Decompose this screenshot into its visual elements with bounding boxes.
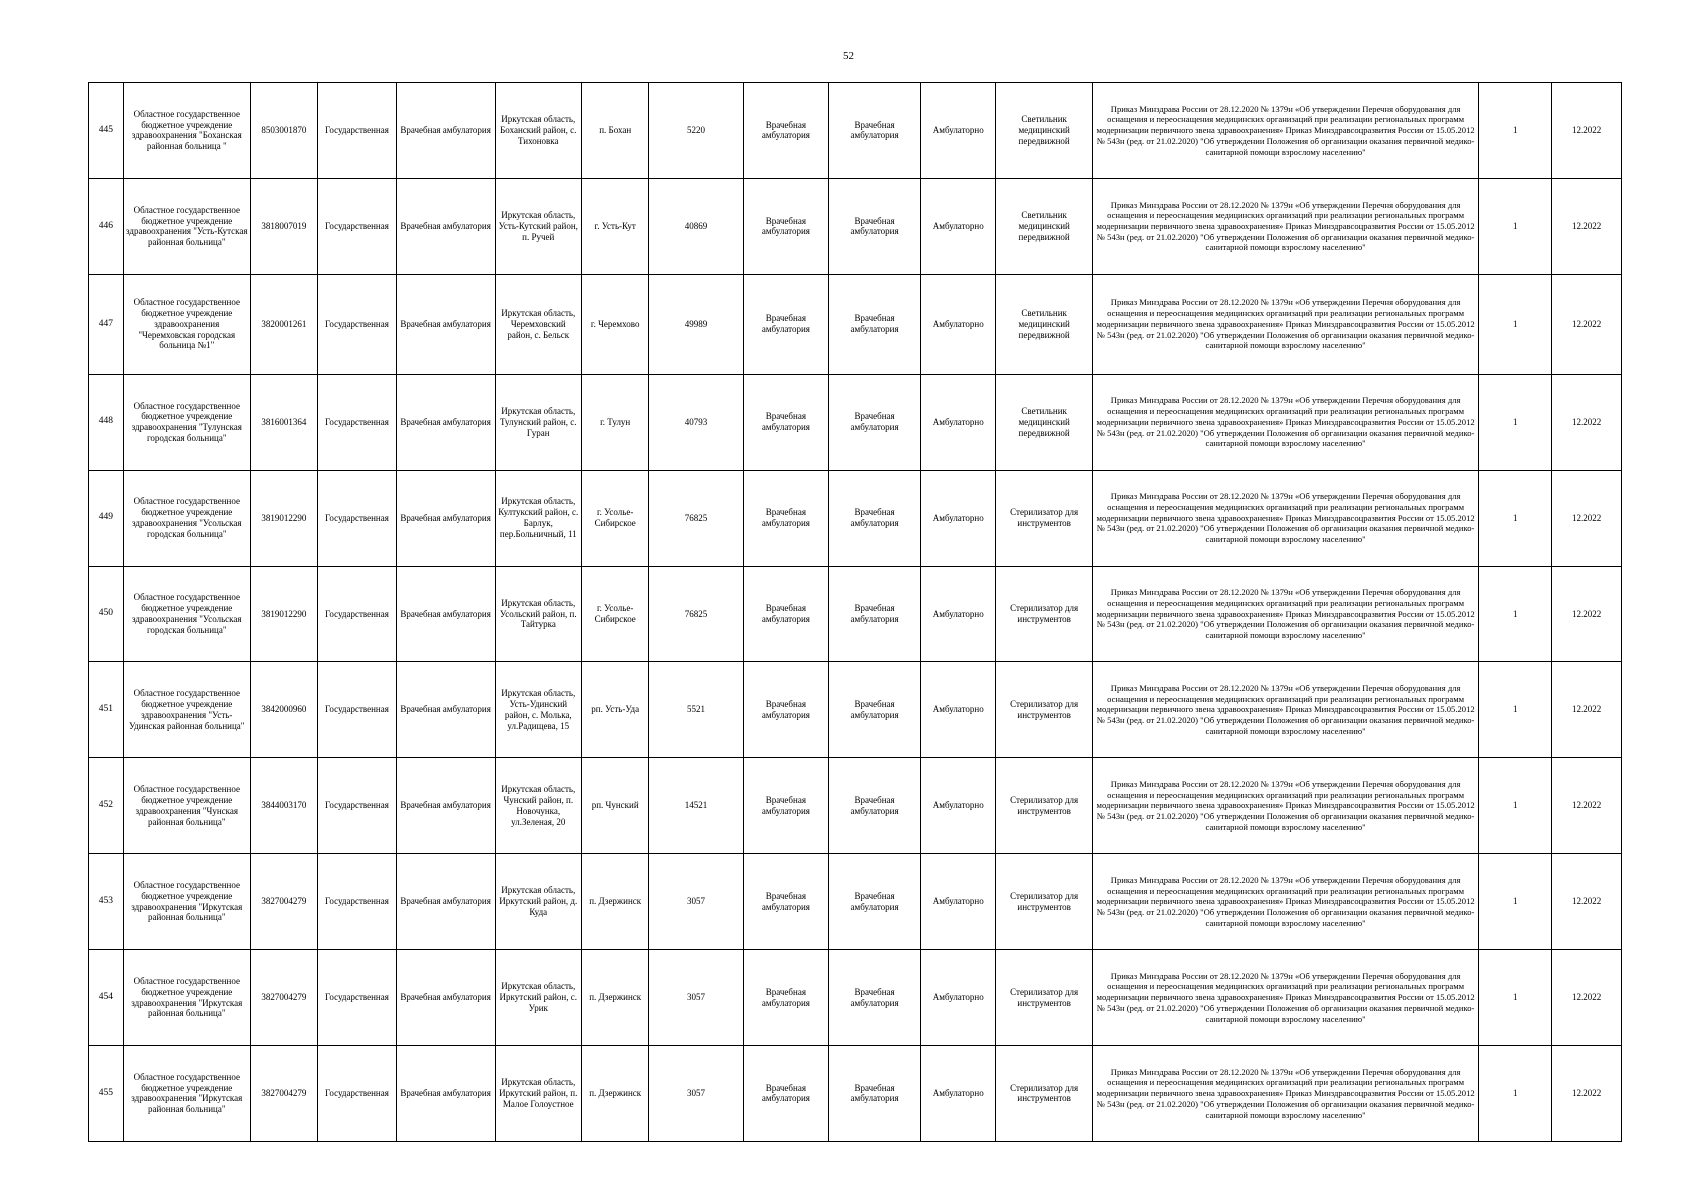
address-cell: Иркутская область, Иркутский район, д. Куда (495, 854, 581, 950)
delivery-date-cell: 12.2022 (1552, 854, 1622, 950)
settlement-cell: г. Усолье-Сибирское (582, 470, 649, 566)
structural-unit-cell: Врачебная амбулатория (743, 854, 828, 950)
address-cell: Иркутская область, Иркутский район, п. Малое Голоустное (495, 1045, 581, 1141)
delivery-date-cell: 12.2022 (1552, 662, 1622, 758)
care-condition-cell: Амбулаторно (921, 83, 996, 179)
table-row (89, 374, 1622, 470)
organization-name-cell: Областное государственное бюджетное учреждение здравоохранения "Усть-Удинская районная больница" (123, 662, 250, 758)
table-row (89, 854, 1622, 950)
unit-type-cell: Врачебная амбулатория (396, 83, 495, 179)
inn-cell: 3827004279 (250, 1045, 317, 1141)
inn-cell: 8503001870 (250, 83, 317, 179)
ownership-form-cell: Государственная (318, 566, 397, 662)
delivery-date-cell: 12.2022 (1552, 950, 1622, 1046)
equipment-name-cell: Стерилизатор для инструментов (996, 566, 1093, 662)
equipment-registry-table (88, 82, 1622, 1142)
structural-unit-cell: Врачебная амбулатория (743, 274, 828, 374)
address-cell: Иркутская область, Тулунский район, с. Гуран (495, 374, 581, 470)
address-cell: Иркутская область, Иркутский район, с. Урик (495, 950, 581, 1046)
population-cell: 3057 (649, 854, 743, 950)
organization-name-cell: Областное государственное бюджетное учреждение здравоохранения "Тулунская городская больница" (123, 374, 250, 470)
settlement-cell: п. Дзержинск (582, 854, 649, 950)
care-condition-cell: Амбулаторно (921, 758, 996, 854)
organization-name-cell: Областное государственное бюджетное учреждение здравоохранения "Иркутская районная больница" (123, 950, 250, 1046)
inn-cell: 3842000960 (250, 662, 317, 758)
equipment-name-cell: Стерилизатор для инструментов (996, 662, 1093, 758)
settlement-cell: г. Черемхово (582, 274, 649, 374)
population-cell: 3057 (649, 1045, 743, 1141)
settlement-cell: п. Дзержинск (582, 1045, 649, 1141)
settlement-cell: г. Усть-Кут (582, 178, 649, 274)
quantity-cell: 1 (1479, 854, 1552, 950)
settlement-cell: п. Бохан (582, 83, 649, 179)
quantity-cell: 1 (1479, 178, 1552, 274)
unit-type-cell: Врачебная амбулатория (396, 1045, 495, 1141)
unit-type-cell: Врачебная амбулатория (396, 566, 495, 662)
organization-name-cell: Областное государственное бюджетное учреждение здравоохранения "Усольская городская больница" (123, 470, 250, 566)
organization-name-cell: Областное государственное бюджетное учреждение здравоохранения "Чунская районная больница" (123, 758, 250, 854)
address-cell: Иркутская область, Усть-Кутский район, п. Ручей (495, 178, 581, 274)
structural-unit-cell: Врачебная амбулатория (743, 374, 828, 470)
legal-basis-cell: Приказ Минздрава России от 28.12.2020 № 1379н «Об утверждении Перечня оборудования для оснащения и переоснащения медицинских организаций при реализации региональных программ модернизации первичного звена здравоохранения» Приказ Минздравсоцразвития России от 15.05.2012 № 543н (ред. от 21.02.2020) "Об утверждении Положения об организации оказания первичной медико-санитарной помощи взрослому населению" (1092, 374, 1478, 470)
care-condition-cell: Амбулаторно (921, 374, 996, 470)
unit-type-cell: Врачебная амбулатория (396, 758, 495, 854)
address-cell: Иркутская область, Култукский район, с. Барлук, пер.Больничный, 11 (495, 470, 581, 566)
delivery-date-cell: 12.2022 (1552, 566, 1622, 662)
settlement-cell: рп. Чунский (582, 758, 649, 854)
equipment-name-cell: Светильник медицинский передвижной (996, 178, 1093, 274)
unit-type-cell: Врачебная амбулатория (396, 178, 495, 274)
population-cell: 49989 (649, 274, 743, 374)
structural-subunit-cell: Врачебная амбулатория (829, 854, 921, 950)
population-cell: 14521 (649, 758, 743, 854)
structural-subunit-cell: Врачебная амбулатория (829, 274, 921, 374)
unit-type-cell: Врачебная амбулатория (396, 854, 495, 950)
population-cell: 40793 (649, 374, 743, 470)
equipment-name-cell: Стерилизатор для инструментов (996, 1045, 1093, 1141)
inn-cell: 3827004279 (250, 950, 317, 1046)
inn-cell: 3827004279 (250, 854, 317, 950)
ownership-form-cell: Государственная (318, 274, 397, 374)
delivery-date-cell: 12.2022 (1552, 1045, 1622, 1141)
row-number-cell: 450 (89, 566, 124, 662)
equipment-name-cell: Стерилизатор для инструментов (996, 854, 1093, 950)
table-row (89, 470, 1622, 566)
inn-cell: 3844003170 (250, 758, 317, 854)
page-number: 52 (843, 50, 854, 62)
legal-basis-cell: Приказ Минздрава России от 28.12.2020 № 1379н «Об утверждении Перечня оборудования для оснащения и переоснащения медицинских организаций при реализации региональных программ модернизации первичного звена здравоохранения» Приказ Минздравсоцразвития России от 15.05.2012 № 543н (ред. от 21.02.2020) "Об утверждении Положения об организации оказания первичной медико-санитарной помощи взрослому населению" (1092, 83, 1478, 179)
unit-type-cell: Врачебная амбулатория (396, 374, 495, 470)
unit-type-cell: Врачебная амбулатория (396, 470, 495, 566)
quantity-cell: 1 (1479, 83, 1552, 179)
row-number-cell: 451 (89, 662, 124, 758)
legal-basis-cell: Приказ Минздрава России от 28.12.2020 № 1379н «Об утверждении Перечня оборудования для оснащения и переоснащения медицинских организаций при реализации региональных программ модернизации первичного звена здравоохранения» Приказ Минздравсоцразвития России от 15.05.2012 № 543н (ред. от 21.02.2020) "Об утверждении Положения об организации оказания первичной медико-санитарной помощи взрослому населению" (1092, 950, 1478, 1046)
care-condition-cell: Амбулаторно (921, 1045, 996, 1141)
structural-subunit-cell: Врачебная амбулатория (829, 758, 921, 854)
structural-unit-cell: Врачебная амбулатория (743, 1045, 828, 1141)
ownership-form-cell: Государственная (318, 374, 397, 470)
row-number-cell: 447 (89, 274, 124, 374)
table-row (89, 758, 1622, 854)
equipment-name-cell: Светильник медицинский передвижной (996, 374, 1093, 470)
quantity-cell: 1 (1479, 566, 1552, 662)
legal-basis-cell: Приказ Минздрава России от 28.12.2020 № 1379н «Об утверждении Перечня оборудования для оснащения и переоснащения медицинских организаций при реализации региональных программ модернизации первичного звена здравоохранения» Приказ Минздравсоцразвития России от 15.05.2012 № 543н (ред. от 21.02.2020) "Об утверждении Положения об организации оказания первичной медико-санитарной помощи взрослому населению" (1092, 178, 1478, 274)
structural-subunit-cell: Врачебная амбулатория (829, 374, 921, 470)
care-condition-cell: Амбулаторно (921, 854, 996, 950)
structural-subunit-cell: Врачебная амбулатория (829, 470, 921, 566)
table-row (89, 83, 1622, 179)
row-number-cell: 445 (89, 83, 124, 179)
population-cell: 3057 (649, 950, 743, 1046)
settlement-cell: рп. Усть-Уда (582, 662, 649, 758)
population-cell: 5220 (649, 83, 743, 179)
table-row (89, 178, 1622, 274)
legal-basis-cell: Приказ Минздрава России от 28.12.2020 № 1379н «Об утверждении Перечня оборудования для оснащения и переоснащения медицинских организаций при реализации региональных программ модернизации первичного звена здравоохранения» Приказ Минздравсоцразвития России от 15.05.2012 № 543н (ред. от 21.02.2020) "Об утверждении Положения об организации оказания первичной медико-санитарной помощи взрослому населению" (1092, 566, 1478, 662)
unit-type-cell: Врачебная амбулатория (396, 274, 495, 374)
address-cell: Иркутская область, Боханский район, с. Тихоновка (495, 83, 581, 179)
table-row (89, 950, 1622, 1046)
row-number-cell: 454 (89, 950, 124, 1046)
structural-unit-cell: Врачебная амбулатория (743, 470, 828, 566)
quantity-cell: 1 (1479, 662, 1552, 758)
delivery-date-cell: 12.2022 (1552, 178, 1622, 274)
settlement-cell: г. Усолье-Сибирское (582, 566, 649, 662)
unit-type-cell: Врачебная амбулатория (396, 662, 495, 758)
ownership-form-cell: Государственная (318, 854, 397, 950)
structural-subunit-cell: Врачебная амбулатория (829, 662, 921, 758)
care-condition-cell: Амбулаторно (921, 470, 996, 566)
ownership-form-cell: Государственная (318, 758, 397, 854)
settlement-cell: п. Дзержинск (582, 950, 649, 1046)
legal-basis-cell: Приказ Минздрава России от 28.12.2020 № 1379н «Об утверждении Перечня оборудования для оснащения и переоснащения медицинских организаций при реализации региональных программ модернизации первичного звена здравоохранения» Приказ Минздравсоцразвития России от 15.05.2012 № 543н (ред. от 21.02.2020) "Об утверждении Положения об организации оказания первичной медико-санитарной помощи взрослому населению" (1092, 470, 1478, 566)
delivery-date-cell: 12.2022 (1552, 83, 1622, 179)
ownership-form-cell: Государственная (318, 662, 397, 758)
legal-basis-cell: Приказ Минздрава России от 28.12.2020 № 1379н «Об утверждении Перечня оборудования для оснащения и переоснащения медицинских организаций при реализации региональных программ модернизации первичного звена здравоохранения» Приказ Минздравсоцразвития России от 15.05.2012 № 543н (ред. от 21.02.2020) "Об утверждении Положения об организации оказания первичной медико-санитарной помощи взрослому населению" (1092, 662, 1478, 758)
equipment-name-cell: Стерилизатор для инструментов (996, 470, 1093, 566)
population-cell: 40869 (649, 178, 743, 274)
delivery-date-cell: 12.2022 (1552, 470, 1622, 566)
inn-cell: 3818007019 (250, 178, 317, 274)
table-row (89, 662, 1622, 758)
legal-basis-cell: Приказ Минздрава России от 28.12.2020 № 1379н «Об утверждении Перечня оборудования для оснащения и переоснащения медицинских организаций при реализации региональных программ модернизации первичного звена здравоохранения» Приказ Минздравсоцразвития России от 15.05.2012 № 543н (ред. от 21.02.2020) "Об утверждении Положения об организации оказания первичной медико-санитарной помощи взрослому населению" (1092, 758, 1478, 854)
population-cell: 76825 (649, 566, 743, 662)
row-number-cell: 455 (89, 1045, 124, 1141)
structural-unit-cell: Врачебная амбулатория (743, 950, 828, 1046)
organization-name-cell: Областное государственное бюджетное учреждение здравоохранения "Усольская городская больница" (123, 566, 250, 662)
structural-subunit-cell: Врачебная амбулатория (829, 1045, 921, 1141)
care-condition-cell: Амбулаторно (921, 178, 996, 274)
delivery-date-cell: 12.2022 (1552, 374, 1622, 470)
row-number-cell: 449 (89, 470, 124, 566)
row-number-cell: 452 (89, 758, 124, 854)
structural-subunit-cell: Врачебная амбулатория (829, 83, 921, 179)
quantity-cell: 1 (1479, 950, 1552, 1046)
delivery-date-cell: 12.2022 (1552, 758, 1622, 854)
equipment-name-cell: Светильник медицинский передвижной (996, 83, 1093, 179)
structural-unit-cell: Врачебная амбулатория (743, 83, 828, 179)
structural-unit-cell: Врачебная амбулатория (743, 566, 828, 662)
inn-cell: 3820001261 (250, 274, 317, 374)
quantity-cell: 1 (1479, 274, 1552, 374)
organization-name-cell: Областное государственное бюджетное учреждение здравоохранения "Иркутская районная больница" (123, 854, 250, 950)
equipment-name-cell: Стерилизатор для инструментов (996, 950, 1093, 1046)
structural-subunit-cell: Врачебная амбулатория (829, 178, 921, 274)
ownership-form-cell: Государственная (318, 83, 397, 179)
address-cell: Иркутская область, Усть-Удинский район, с. Молька, ул.Радищева, 15 (495, 662, 581, 758)
care-condition-cell: Амбулаторно (921, 662, 996, 758)
quantity-cell: 1 (1479, 1045, 1552, 1141)
equipment-name-cell: Стерилизатор для инструментов (996, 758, 1093, 854)
care-condition-cell: Амбулаторно (921, 566, 996, 662)
organization-name-cell: Областное государственное бюджетное учреждение здравоохранения "Иркутская районная больница" (123, 1045, 250, 1141)
organization-name-cell: Областное государственное бюджетное учреждение здравоохранения "Боханская районная больница " (123, 83, 250, 179)
ownership-form-cell: Государственная (318, 1045, 397, 1141)
settlement-cell: г. Тулун (582, 374, 649, 470)
quantity-cell: 1 (1479, 374, 1552, 470)
organization-name-cell: Областное государственное бюджетное учреждение здравоохранения "Усть-Кутская районная больница" (123, 178, 250, 274)
legal-basis-cell: Приказ Минздрава России от 28.12.2020 № 1379н «Об утверждении Перечня оборудования для оснащения и переоснащения медицинских организаций при реализации региональных программ модернизации первичного звена здравоохранения» Приказ Минздравсоцразвития России от 15.05.2012 № 543н (ред. от 21.02.2020) "Об утверждении Положения об организации оказания первичной медико-санитарной помощи взрослому населению" (1092, 274, 1478, 374)
structural-subunit-cell: Врачебная амбулатория (829, 950, 921, 1046)
structural-unit-cell: Врачебная амбулатория (743, 178, 828, 274)
ownership-form-cell: Государственная (318, 950, 397, 1046)
unit-type-cell: Врачебная амбулатория (396, 950, 495, 1046)
structural-unit-cell: Врачебная амбулатория (743, 758, 828, 854)
delivery-date-cell: 12.2022 (1552, 274, 1622, 374)
ownership-form-cell: Государственная (318, 178, 397, 274)
equipment-name-cell: Светильник медицинский передвижной (996, 274, 1093, 374)
inn-cell: 3819012290 (250, 470, 317, 566)
structural-unit-cell: Врачебная амбулатория (743, 662, 828, 758)
quantity-cell: 1 (1479, 758, 1552, 854)
ownership-form-cell: Государственная (318, 470, 397, 566)
address-cell: Иркутская область, Черемховский район, с. Бельск (495, 274, 581, 374)
inn-cell: 3819012290 (250, 566, 317, 662)
table-row (89, 566, 1622, 662)
table-row (89, 1045, 1622, 1141)
address-cell: Иркутская область, Усольский район, п. Тайтурка (495, 566, 581, 662)
population-cell: 5521 (649, 662, 743, 758)
row-number-cell: 448 (89, 374, 124, 470)
inn-cell: 3816001364 (250, 374, 317, 470)
legal-basis-cell: Приказ Минздрава России от 28.12.2020 № 1379н «Об утверждении Перечня оборудования для оснащения и переоснащения медицинских организаций при реализации региональных программ модернизации первичного звена здравоохранения» Приказ Минздравсоцразвития России от 15.05.2012 № 543н (ред. от 21.02.2020) "Об утверждении Положения об организации оказания первичной медико-санитарной помощи взрослому населению" (1092, 1045, 1478, 1141)
table-row (89, 274, 1622, 374)
population-cell: 76825 (649, 470, 743, 566)
address-cell: Иркутская область, Чунский район, п. Новочунка, ул.Зеленая, 20 (495, 758, 581, 854)
legal-basis-cell: Приказ Минздрава России от 28.12.2020 № 1379н «Об утверждении Перечня оборудования для оснащения и переоснащения медицинских организаций при реализации региональных программ модернизации первичного звена здравоохранения» Приказ Минздравсоцразвития России от 15.05.2012 № 543н (ред. от 21.02.2020) "Об утверждении Положения об организации оказания первичной медико-санитарной помощи взрослому населению" (1092, 854, 1478, 950)
row-number-cell: 453 (89, 854, 124, 950)
quantity-cell: 1 (1479, 470, 1552, 566)
care-condition-cell: Амбулаторно (921, 950, 996, 1046)
organization-name-cell: Областное государственное бюджетное учреждение здравоохранения "Черемховская городская больница №1" (123, 274, 250, 374)
structural-subunit-cell: Врачебная амбулатория (829, 566, 921, 662)
row-number-cell: 446 (89, 178, 124, 274)
care-condition-cell: Амбулаторно (921, 274, 996, 374)
